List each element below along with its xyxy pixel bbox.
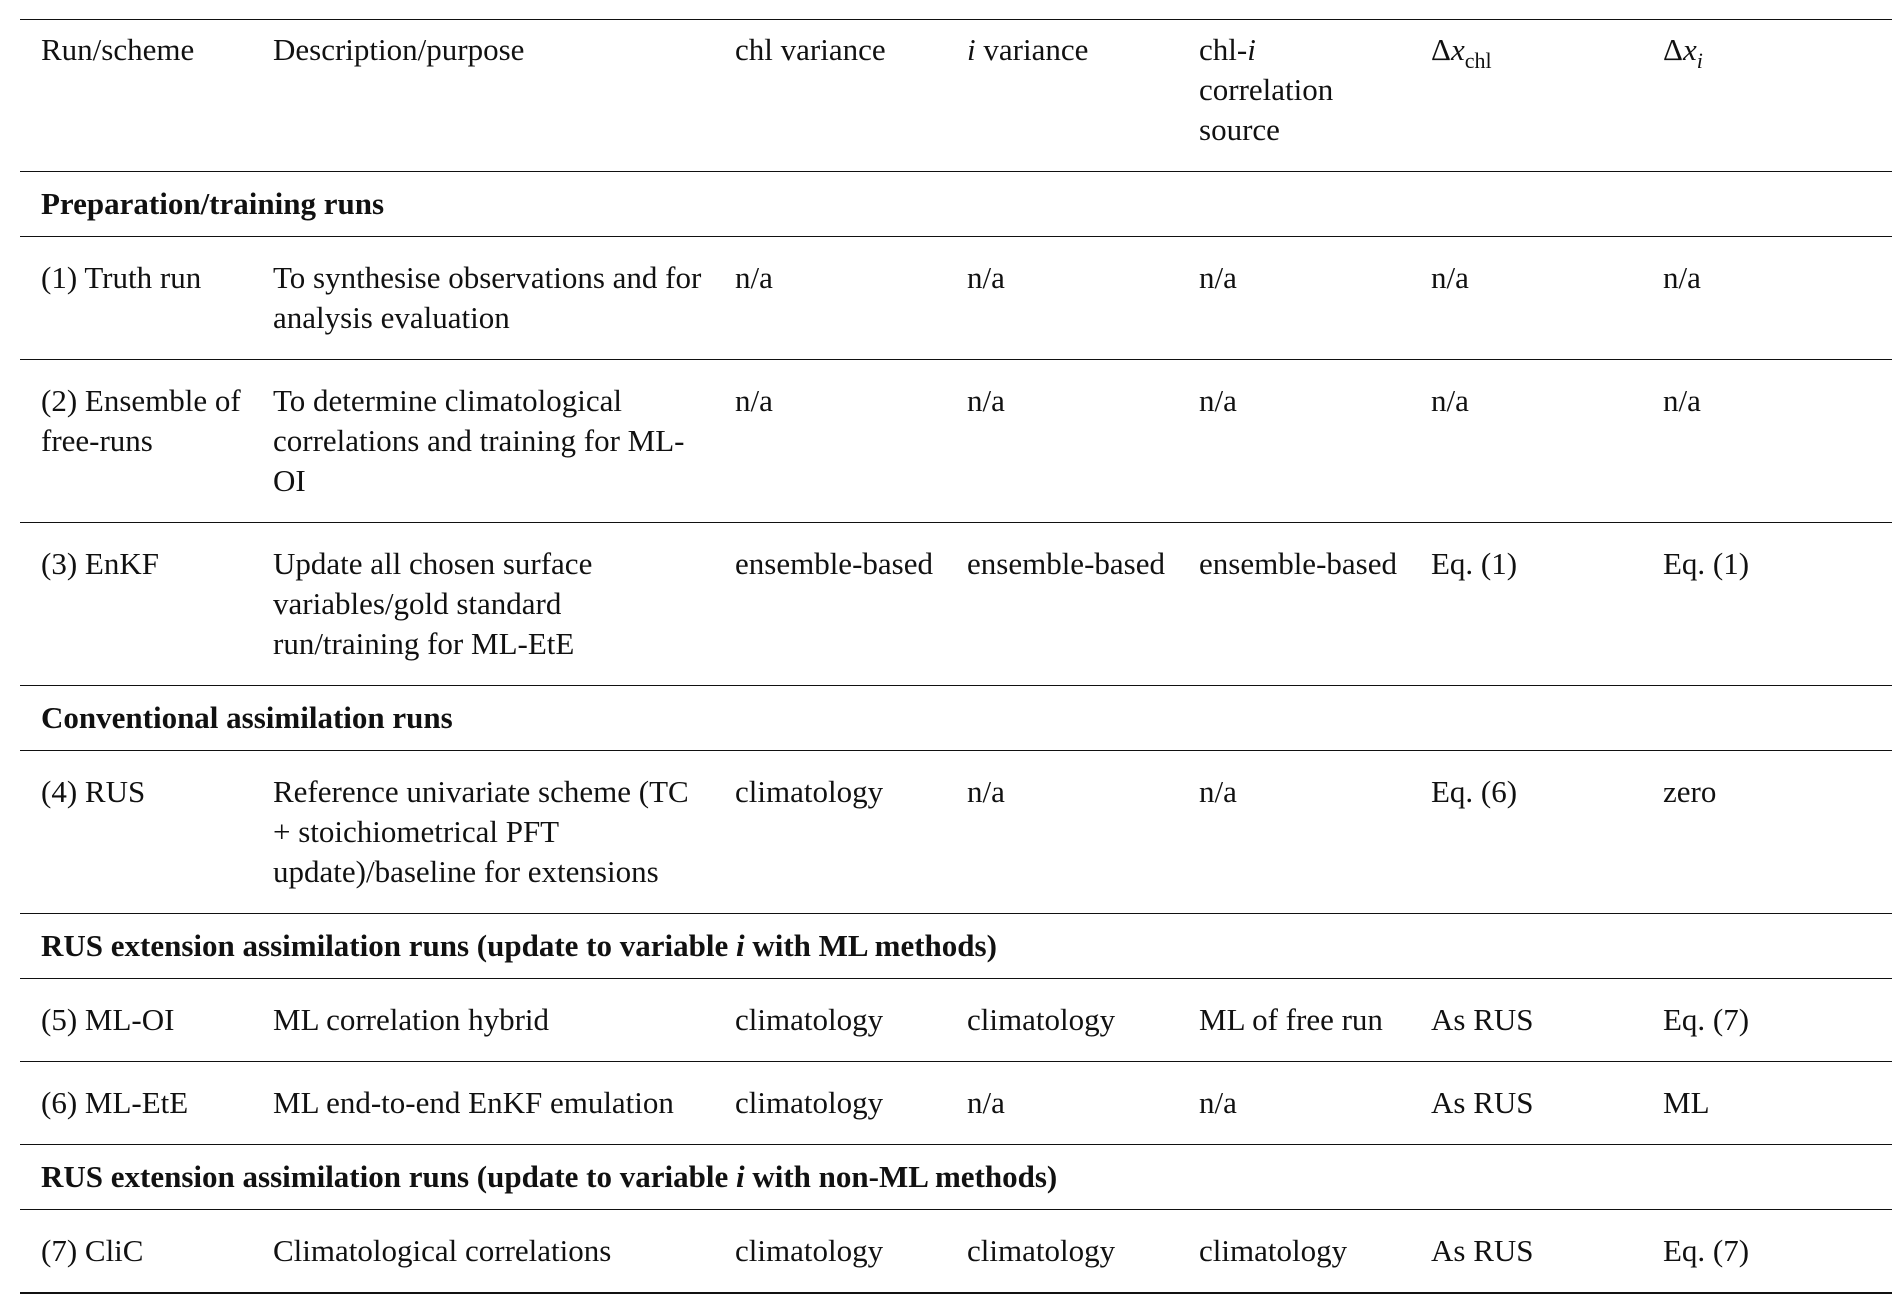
section-title-conventional: Conventional assimilation runs [20, 686, 1892, 751]
header-correlation-source [1178, 20, 1410, 172]
cell-chl-variance: ensemble-based [714, 523, 946, 686]
cell-correlation-source: n/a [1178, 1062, 1410, 1145]
header-i-symbol: i [967, 32, 976, 67]
cell-run: (2) Ensemble of free-runs [20, 360, 252, 523]
cell-i-variance: ensemble-based [946, 523, 1178, 686]
cell-description: Update all chosen surface variables/gold standard run/training for ML-EtE [252, 523, 714, 686]
table-row [20, 751, 1892, 914]
cell-dx-i: Eq. (7) [1642, 1210, 1892, 1294]
section-nonml-symbol: i [735, 1159, 745, 1194]
header-dx-chl [1410, 20, 1642, 172]
cell-description: Reference univariate scheme (TC + stoichiometrical PFT update)/baseline for extensions [252, 751, 714, 914]
section-nonml-post: with non-ML methods) [744, 1159, 1058, 1194]
header-dx-chl-x: x [1450, 32, 1465, 67]
table-row [20, 1210, 1892, 1294]
cell-dx-chl: Eq. (6) [1410, 751, 1642, 914]
cell-dx-i: ML [1642, 1062, 1892, 1145]
header-corr-symbol: i [1247, 32, 1256, 67]
header-i-variance-text: variance [975, 32, 1089, 67]
header-run-scheme: Run/scheme [20, 20, 252, 172]
section-ml-pre: RUS extension assimilation runs (update to variable [41, 928, 736, 963]
cell-dx-i: zero [1642, 751, 1892, 914]
cell-dx-chl: n/a [1410, 360, 1642, 523]
cell-description: ML correlation hybrid [252, 979, 714, 1062]
section-ml-post: with ML methods) [744, 928, 997, 963]
header-dx-chl-delta: Δ [1431, 32, 1451, 67]
cell-chl-variance: n/a [714, 360, 946, 523]
cell-run: (3) EnKF [20, 523, 252, 686]
section-title-preparation: Preparation/training runs [20, 172, 1892, 237]
cell-description: ML end-to-end EnKF emulation [252, 1062, 714, 1145]
header-dx-i [1642, 20, 1892, 172]
cell-i-variance: climatology [946, 979, 1178, 1062]
cell-run: (6) ML-EtE [20, 1062, 252, 1145]
cell-correlation-source: ensemble-based [1178, 523, 1410, 686]
header-corr-line3: source [1199, 112, 1280, 147]
cell-i-variance: n/a [946, 360, 1178, 523]
cell-i-variance: n/a [946, 751, 1178, 914]
section-ml-symbol: i [735, 928, 745, 963]
table-row [20, 1062, 1892, 1145]
cell-dx-i: n/a [1642, 237, 1892, 360]
cell-chl-variance: n/a [714, 237, 946, 360]
header-dx-i-delta: Δ [1663, 32, 1683, 67]
cell-chl-variance: climatology [714, 979, 946, 1062]
table-row [20, 360, 1892, 523]
section-row-preparation [20, 172, 1892, 237]
section-row-nonml-extension [20, 1145, 1892, 1210]
header-corr-prefix: chl- [1199, 32, 1248, 67]
cell-correlation-source: n/a [1178, 360, 1410, 523]
section-row-conventional [20, 686, 1892, 751]
table-row [20, 237, 1892, 360]
cell-correlation-source: n/a [1178, 237, 1410, 360]
cell-run: (4) RUS [20, 751, 252, 914]
cell-dx-i: Eq. (1) [1642, 523, 1892, 686]
header-dx-i-x: x [1682, 32, 1697, 67]
cell-description: Climatological correlations [252, 1210, 714, 1294]
section-nonml-pre: RUS extension assimilation runs (update to variable [41, 1159, 736, 1194]
cell-description: To determine climatological correlations and training for ML-OI [252, 360, 714, 523]
experiments-table [20, 19, 1892, 1294]
cell-dx-i: n/a [1642, 360, 1892, 523]
cell-run: (7) CliC [20, 1210, 252, 1294]
table-row [20, 979, 1892, 1062]
section-title-ml-extension [20, 914, 1892, 979]
header-dx-chl-subscript: chl [1464, 48, 1492, 73]
header-description: Description/purpose [252, 20, 714, 172]
cell-run: (1) Truth run [20, 237, 252, 360]
cell-correlation-source: n/a [1178, 751, 1410, 914]
cell-chl-variance: climatology [714, 751, 946, 914]
header-dx-i-subscript: i [1696, 48, 1703, 73]
header-corr-line2: correlation [1199, 72, 1334, 107]
cell-description: To synthesise observations and for analysis evaluation [252, 237, 714, 360]
cell-correlation-source: ML of free run [1178, 979, 1410, 1062]
cell-dx-chl: As RUS [1410, 979, 1642, 1062]
cell-i-variance: n/a [946, 1062, 1178, 1145]
cell-chl-variance: climatology [714, 1062, 946, 1145]
experiments-table-container [20, 19, 1892, 1294]
cell-i-variance: n/a [946, 237, 1178, 360]
header-chl-variance: chl variance [714, 20, 946, 172]
cell-chl-variance: climatology [714, 1210, 946, 1294]
cell-run: (5) ML-OI [20, 979, 252, 1062]
section-row-ml-extension [20, 914, 1892, 979]
table-header-row [20, 20, 1892, 172]
section-title-nonml-extension [20, 1145, 1892, 1210]
cell-dx-chl: n/a [1410, 237, 1642, 360]
cell-dx-chl: Eq. (1) [1410, 523, 1642, 686]
table-row [20, 523, 1892, 686]
cell-dx-i: Eq. (7) [1642, 979, 1892, 1062]
cell-dx-chl: As RUS [1410, 1062, 1642, 1145]
cell-i-variance: climatology [946, 1210, 1178, 1294]
cell-correlation-source: climatology [1178, 1210, 1410, 1294]
header-i-variance [946, 20, 1178, 172]
cell-dx-chl: As RUS [1410, 1210, 1642, 1294]
